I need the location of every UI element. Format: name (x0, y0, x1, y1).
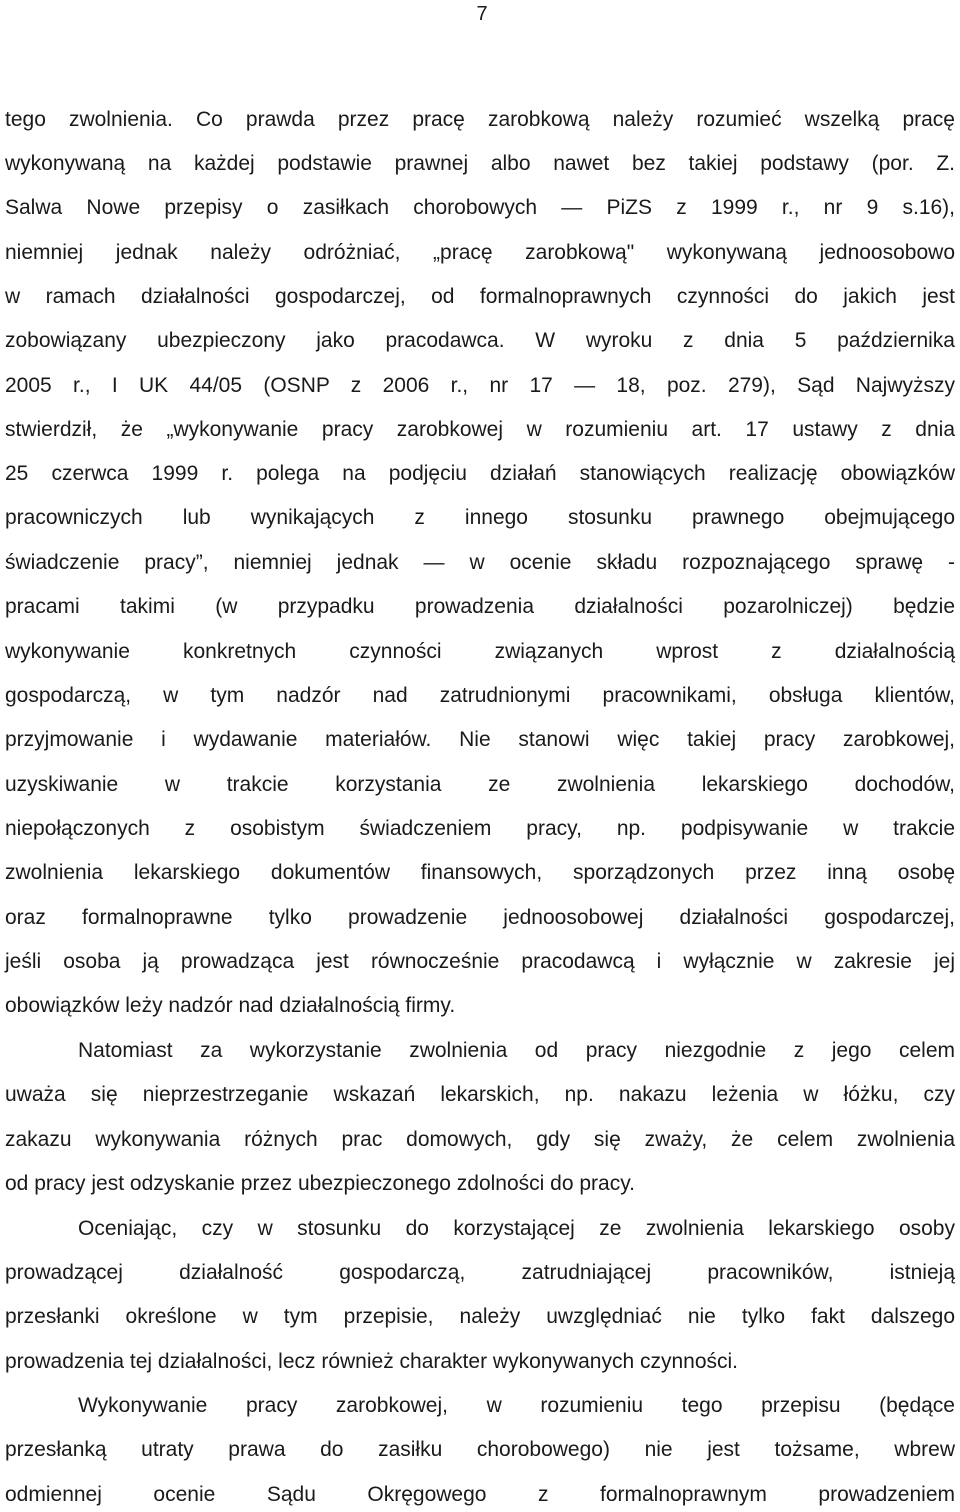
paragraph-first-line: Wykonywanie pracy zarobkowej, w rozumieniu tego przepisu (będące (78, 1394, 955, 1417)
text-line: uzyskiwanie w trakcie korzystania ze zwolnienia lekarskiego dochodów, (5, 773, 955, 796)
text-line: zobowiązany ubezpieczony jako pracodawca. W wyroku z dnia 5 października (5, 329, 955, 352)
text-line: obowiązków leży nadzór nad działalnością firmy. (5, 994, 456, 1017)
text-line: 25 czerwca 1999 r. polega na podjęciu działań stanowiących realizację obowiązków (5, 462, 955, 485)
text-line: wykonywanie konkretnych czynności związanych wprost z działalnością (5, 640, 955, 663)
text-line: od pracy jest odzyskanie przez ubezpieczonego zdolności do pracy. (5, 1172, 635, 1195)
text-line: oraz formalnoprawne tylko prowadzenie jednoosobowej działalności gospodarczej, (5, 906, 955, 929)
text-line: odmiennej ocenie Sądu Okręgowego z formalnoprawnym prowadzeniem (5, 1483, 955, 1506)
text-line: przyjmowanie i wydawanie materiałów. Nie stanowi więc takiej pracy zarobkowej, (5, 728, 955, 751)
text-line: pracowniczych lub wynikających z innego stosunku prawnego obejmującego (5, 506, 955, 529)
text-line: Salwa Nowe przepisy o zasiłkach chorobowych — PiZS z 1999 r., nr 9 s.16), (5, 196, 955, 219)
text-line: przesłanką utraty prawa do zasiłku chorobowego) nie jest tożsame, wbrew (5, 1438, 955, 1461)
paragraph-first-line: Natomiast za wykorzystanie zwolnienia od pracy niezgodnie z jego celem (78, 1039, 955, 1062)
text-line: prowadzenia tej działalności, lecz również charakter wykonywanych czynności. (5, 1350, 739, 1373)
page-number: 7 (476, 3, 488, 25)
text-line: stwierdził, że „wykonywanie pracy zarobkowej w rozumieniu art. 17 ustawy z dnia (5, 418, 955, 441)
text-line: przesłanki określone w tym przepisie, należy uwzględniać nie tylko fakt dalszego (5, 1305, 955, 1328)
text-line: w ramach działalności gospodarczej, od formalnoprawnych czynności do jakich jest (5, 285, 955, 308)
text-line: jeśli osoba ją prowadząca jest równocześnie pracodawcą i wyłącznie w zakresie jej (5, 950, 955, 973)
text-line: prowadzącej działalność gospodarczą, zatrudniającej pracowników, istnieją (5, 1261, 955, 1284)
text-line: uważa się nieprzestrzeganie wskazań lekarskich, np. nakazu leżenia w łóżku, czy (5, 1083, 955, 1106)
text-line: niemniej jednak należy odróżniać, „pracę zarobkową" wykonywaną jednoosobowo (5, 241, 955, 264)
text-line: zwolnienia lekarskiego dokumentów finansowych, sporządzonych przez inną osobę (5, 861, 955, 884)
text-line: 2005 r., I UK 44/05 (OSNP z 2006 r., nr 17 — 18, poz. 279), Sąd Najwyższy (5, 374, 955, 397)
text-line: tego zwolnienia. Co prawda przez pracę zarobkową należy rozumieć wszelką pracę (5, 108, 955, 131)
text-line: wykonywaną na każdej podstawie prawnej albo nawet bez takiej podstawy (por. Z. (5, 152, 955, 175)
text-line: niepołączonych z osobistym świadczeniem pracy, np. podpisywanie w trakcie (5, 817, 955, 840)
text-line: świadczenie pracy”, niemniej jednak — w ocenie składu rozpoznającego sprawę - (5, 551, 955, 574)
text-line: gospodarczą, w tym nadzór nad zatrudnionymi pracownikami, obsługa klientów, (5, 684, 955, 707)
paragraph-first-line: Oceniając, czy w stosunku do korzystającej ze zwolnienia lekarskiego osoby (78, 1217, 955, 1240)
text-line: zakazu wykonywania różnych prac domowych, gdy się zważy, że celem zwolnienia (5, 1128, 955, 1151)
text-line: pracami takimi (w przypadku prowadzenia działalności pozarolniczej) będzie (5, 595, 955, 618)
